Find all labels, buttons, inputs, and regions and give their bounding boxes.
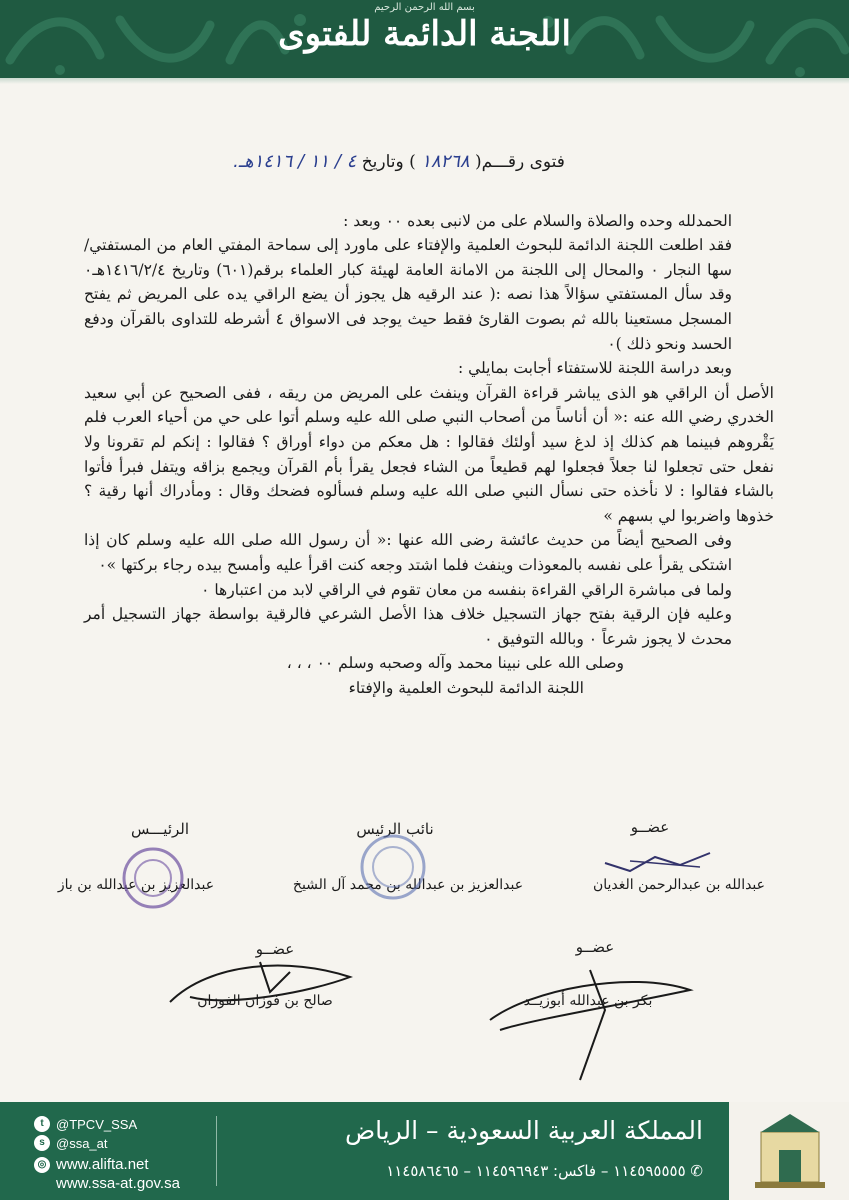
member3-role: عضــو <box>575 938 615 956</box>
website2-text: www.ssa-at.gov.sa <box>56 1175 180 1192</box>
deputy-role: نائب الرئيس <box>356 820 434 838</box>
letterhead-header <box>0 0 849 78</box>
snapchat-icon: s <box>34 1135 50 1151</box>
snapchat-handle[interactable] <box>34 1135 108 1151</box>
ruling-paragraph: وعليه فإن الرقية بفتح جهاز التسجيل خلاف هذا الأصل الشرعي فالرقية بواسطة جهاز التسجيل أمر محدث لا يجوز شرعاً ٠ وبالله التوفيق ٠ <box>84 605 732 648</box>
deputy-stamp <box>358 832 428 902</box>
signoff-line: وصلى الله على نبينا محمد وآله وصحبه وسلم ٠٠ ، ، ، <box>286 654 624 673</box>
website-link-2[interactable] <box>34 1175 180 1192</box>
footer-phone-numbers <box>386 1162 703 1180</box>
website-link-1[interactable] <box>34 1156 149 1173</box>
chairman-signature-block <box>80 820 240 838</box>
phone-text: ١١٤٥٩٥٥٥٥ – فاكس: ١١٤٥٩٦٩٤٣ – ١١٤٥٨٦٤٦٥ <box>386 1162 686 1180</box>
fatwa-label-middle: ) وتاريخ <box>361 152 416 172</box>
committee-name: اللجنة الدائمة للبحوث العلمية والإفتاء <box>348 678 584 697</box>
snapchat-text: @ssa_at <box>56 1135 108 1151</box>
member3-name: بكر بن عبدالله أبوزيــد <box>523 993 653 1009</box>
twitter-handle[interactable] <box>34 1116 137 1132</box>
deputy-name: عبدالعزيز بن عبدالله بن محمد آل الشيخ <box>292 877 524 893</box>
fatwa-date: ٤ / ١١ / ١٤١٦هـ. <box>233 151 357 172</box>
question-paragraph: فقد اطلعت اللجنة الدائمة للبحوث العلمية والإفتاء على ماورد إلى سماحة المفتي العام من المستفتي/سها النجار ٠ والمحال إلى اللجنة من الامانة العامة لهيئة كبار العلماء برقم(٦٠١) وتاريخ ١٤١٦/٢/٤هـ٠ وقد سأل المستفتي سؤالاً هذا نصه :( عند الرقيه هل يجوز أن يضع الراقي يده على المريض ثم يفتح المسجل مستعينا بالله ثم بصوت القارئ فقط حيث يوجد فى الاسواق ٤ أشرطه للتداوى بالقرآن ودفع الحسد ونحو ذلك )٠ <box>84 236 732 353</box>
member2-role: عضــو <box>255 940 295 958</box>
hadith-paragraph-1: الأصل أن الراقي هو الذى يباشر قراءة القرآن وينفث على المريض من ريقه ، ففى الصحيح عن أبي سعيد الخدري رضي الله عنه :« أن أناساً من أصحاب النبي صلى الله عليه وسلم أتوا على حي من أحياء العرب فلم يَقْروهم فبينما هم كذلك إذ لدغ سيد أولئك فقالوا : هل معكم من دواء أوراق ؟ فقالوا : إنكم لم تقرونا ولا نفعل حتى تجعلوا لنا جعلاً فجعلوا لهم قطيعاً من الشاء فجعل يقرأ بأم القرآن ويجمع بزاقه ويتفل فبرأ فأتوا بالشاء فقالوا : لا نأخذه حتى نسأل النبي صلى الله عليه وسلم فسألوه فضحك وقال : ومأدراك أنها رقية ؟ خذوها واضربوا لي بسهم » <box>84 383 774 525</box>
footer-logo-band <box>729 1102 849 1200</box>
opening-paragraph: الحمدلله وحده والصلاة والسلام على من لانبى بعده ٠٠ وبعد : <box>343 211 732 230</box>
twitter-text: @TPCV_SSA <box>56 1116 138 1132</box>
chairman-stamp <box>120 845 186 911</box>
footer-country-city: المملكة العربية السعودية – الرياض <box>344 1116 703 1145</box>
phone-icon: ✆ <box>685 1162 703 1180</box>
footer-divider <box>216 1116 217 1186</box>
member1-signature-block <box>590 818 710 836</box>
hadith-paragraph-2: وفى الصحيح أيضاً من حديث عائشة رضى الله عنها :« أن رسول الله صلى الله عليه وسلم كان إذا اشتكى يقرأ على نفسه بالمعوذات وينفث فلما اشتد وجعه كنت اقرأ عليه وأمسح بيده رجاء بركتها »٠ <box>84 531 732 574</box>
member1-role: عضــو <box>630 818 670 836</box>
website1-text: www.alifta.net <box>56 1156 149 1173</box>
header-shadow <box>0 78 849 84</box>
fatwa-number: ١٨٢٦٨ <box>421 151 470 172</box>
fatwa-label-prefix: فتوى رقـــم( <box>474 152 565 172</box>
fatwa-document <box>84 150 774 700</box>
basmala: بسم الله الرحمن الرحيم <box>374 2 475 13</box>
letterhead-footer <box>0 1102 849 1200</box>
fatwa-number-line <box>84 150 774 175</box>
answer-intro: وبعد دراسة اللجنة للاستفتاء أجابت بمايلي : <box>457 359 732 378</box>
reasoning-paragraph: ولما فى مباشرة الراقي القراءة بنفسه من معان تقوم في الراقي لابد من اعتبارها ٠ <box>201 580 732 599</box>
globe-icon: ◎ <box>34 1157 50 1173</box>
chairman-name: عبدالعزيز بن عبدالله بن باز <box>57 877 215 893</box>
member1-name: عبدالله بن عبدالرحمن الغديان <box>592 877 766 893</box>
committee-logo-title: اللجنة الدائمة للفتوى <box>278 14 571 54</box>
ministry-emblem-icon <box>753 1112 827 1192</box>
member3-signature-scribble <box>470 950 710 1090</box>
member1-signature-scribble <box>600 843 720 883</box>
chairman-role: الرئيـــس <box>130 820 190 838</box>
member2-signature-scribble <box>150 952 380 1022</box>
member2-name: صالح بن فوزان الفوزان <box>197 993 333 1009</box>
twitter-icon: t <box>34 1116 50 1132</box>
